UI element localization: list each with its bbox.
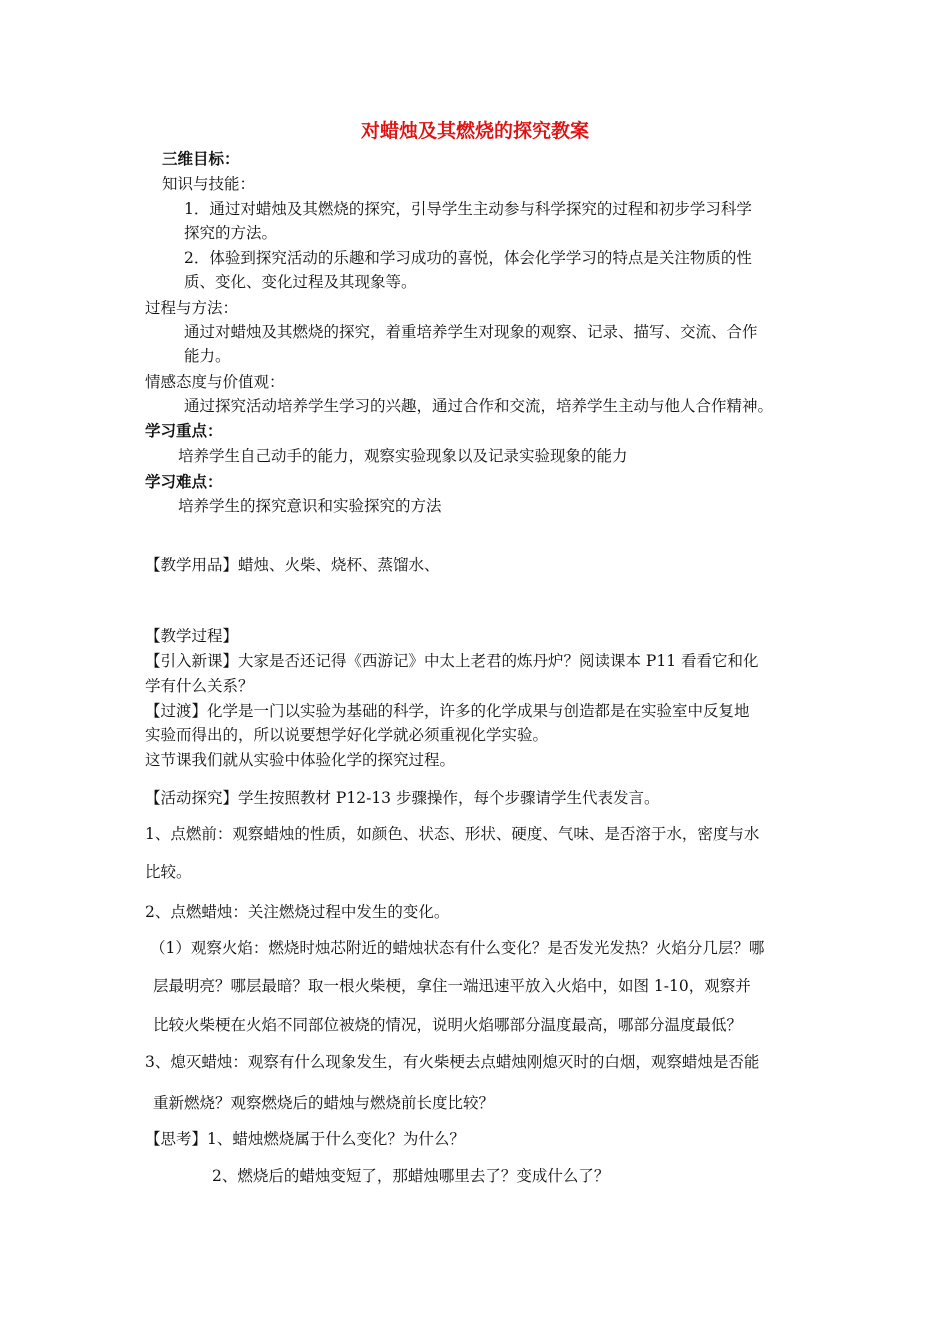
step-2: 2、点燃蜡烛：关注燃烧过程中发生的变化。 <box>145 903 450 921</box>
step-3: 3、熄灭蜡烛：观察有什么现象发生，有火柴梗去点蜡烛刚熄灭时的白烟，观察蜡烛是否能 <box>145 1053 760 1071</box>
process-method-text: 通过对蜡烛及其燃烧的探究，着重培养学生对现象的观察、记录、描写、交流、合作 <box>184 323 758 341</box>
intro-text-cont: 学有什么关系？ <box>145 677 254 695</box>
step-2-observe-flame-cont: 层最明亮？哪层最暗？取一根火柴梗，拿住一端迅速平放入火焰中，如图 1-10，观察并 <box>153 977 751 995</box>
step-1-cont: 比较。 <box>145 863 192 881</box>
step-3-cont: 重新燃烧？观察燃烧后的蜡烛与燃烧前长度比较？ <box>153 1094 495 1112</box>
transition-text: 【过渡】化学是一门以实验为基础的科学，许多的化学成果与创造都是在实验室中反复地 <box>145 702 750 720</box>
difficulties-text: 培养学生的探究意识和实验探究的方法 <box>178 497 442 515</box>
step-2-observe-flame-cont-2: 比较火柴梗在火焰不同部位被烧的情况，说明火焰哪部分温度最高，哪部分温度最低？ <box>153 1016 743 1034</box>
think-question-1: 【思考】1、蜡烛燃烧属于什么变化？为什么？ <box>145 1130 465 1148</box>
attitude-heading: 情感态度与价值观： <box>145 373 285 391</box>
page-title: 对蜡烛及其燃烧的探究教案 <box>360 120 589 142</box>
process-method-heading: 过程与方法： <box>145 299 239 317</box>
key-points-text: 培养学生自己动手的能力，观察实验现象以及记录实验现象的能力 <box>178 447 628 465</box>
think-question-2: 2、燃烧后的蜡烛变短了，那蜡烛哪里去了？变成什么了？ <box>212 1167 610 1185</box>
intro-text: 【引入新课】大家是否还记得《西游记》中太上老君的炼丹炉？阅读课本 P11 看看它和化 <box>145 652 759 670</box>
process-method-text-cont: 能力。 <box>184 347 231 365</box>
goals-heading: 三维目标： <box>162 150 240 168</box>
activity-text: 【活动探究】学生按照教材 P12-13 步骤操作，每个步骤请学生代表发言。 <box>145 789 660 807</box>
step-2-observe-flame: （1）观察火焰：燃烧时烛芯附近的蜡烛状态有什么变化？是否发光发热？火焰分几层？哪 <box>150 939 765 957</box>
attitude-text: 通过探究活动培养学生学习的兴趣，通过合作和交流，培养学生主动与他人合作精神。 <box>184 397 774 415</box>
key-points-heading: 学习重点： <box>145 422 223 440</box>
knowledge-item-1-cont: 探究的方法。 <box>184 224 278 242</box>
knowledge-item-2-cont: 质、变化、变化过程及其现象等。 <box>184 273 417 291</box>
step-1: 1、点燃前：观察蜡烛的性质，如颜色、状态、形状、硬度、气味、是否溶于水，密度与水 <box>145 825 760 843</box>
knowledge-item-1: 1．通过对蜡烛及其燃烧的探究，引导学生主动参与科学探究的过程和初步学习科学 <box>184 200 752 218</box>
materials: 【教学用品】蜡烛、火柴、烧杯、蒸馏水、 <box>145 556 440 574</box>
transition-text-cont: 实验而得出的，所以说要想学好化学就必须重视化学实验。 <box>145 726 549 744</box>
teaching-process-heading: 【教学过程】 <box>145 627 239 645</box>
knowledge-heading: 知识与技能： <box>162 175 256 193</box>
knowledge-item-2: 2．体验到探究活动的乐趣和学习成功的喜悦，体会化学学习的特点是关注物质的性 <box>184 249 752 267</box>
difficulties-heading: 学习难点： <box>145 473 223 491</box>
transition-text-cont-2: 这节课我们就从实验中体验化学的探究过程。 <box>145 751 456 769</box>
